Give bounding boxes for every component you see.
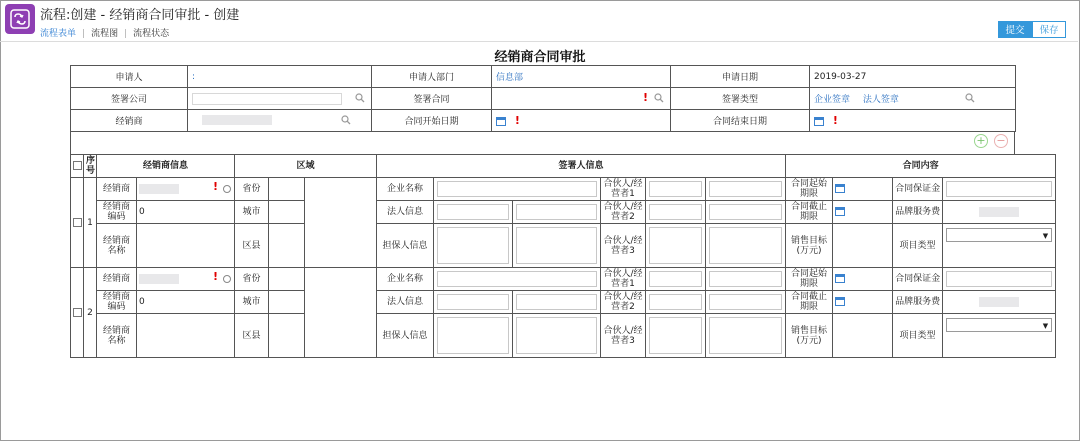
dept-label: 申请人部门 xyxy=(372,66,492,88)
calendar-icon[interactable] xyxy=(814,117,824,126)
deposit-label: 合同保证金 xyxy=(893,178,943,201)
form-title: 经销商合同审批 xyxy=(494,50,586,65)
tab-flowchart[interactable]: 流程图 xyxy=(91,29,119,39)
tab-status[interactable]: 流程状态 xyxy=(133,29,170,39)
partner1-input[interactable] xyxy=(646,178,706,201)
dealer-label: 经销商 xyxy=(97,268,137,291)
province-input[interactable] xyxy=(269,268,305,291)
required-icon: ! xyxy=(514,114,520,127)
partner1-label: 合伙人/经营者1 xyxy=(601,268,646,291)
partner2-input[interactable] xyxy=(646,201,706,224)
guarantor-label: 担保人信息 xyxy=(377,314,434,358)
main-info-table xyxy=(70,65,1016,132)
dealer-info-header: 经销商信息 xyxy=(97,155,235,178)
sign-type-label: 签署类型 xyxy=(671,88,810,110)
row-checkbox[interactable] xyxy=(73,218,82,227)
contract-end-label: 合同截止期限 xyxy=(786,201,833,224)
remove-row-icon[interactable]: − xyxy=(994,134,1008,148)
partner3-label: 合伙人/经营者3 xyxy=(601,224,646,268)
window-title: 流程:创建 - 经销商合同审批 - 创建 xyxy=(40,8,240,23)
city-input[interactable] xyxy=(269,291,305,314)
dealer-label: 经销商 xyxy=(71,110,188,132)
company-label: 签署公司 xyxy=(71,88,188,110)
search-icon[interactable] xyxy=(223,185,231,193)
city-input[interactable] xyxy=(269,201,305,224)
province-label: 省份 xyxy=(235,268,269,291)
tab-form[interactable]: 流程表单 xyxy=(40,29,77,39)
detail-toolbar xyxy=(70,131,1015,154)
required-icon: ! xyxy=(642,91,648,104)
required-icon: ! xyxy=(212,270,219,283)
project-type-select[interactable] xyxy=(943,224,1056,268)
sign-type-field[interactable] xyxy=(810,88,1016,110)
submit-button[interactable]: 提交 xyxy=(998,21,1032,38)
search-icon[interactable] xyxy=(341,115,351,125)
dealer-code-input[interactable]: 0 xyxy=(137,291,235,314)
dealer-name-label: 经销商名称 xyxy=(97,224,137,268)
city-label: 城市 xyxy=(235,291,269,314)
region-header: 区域 xyxy=(235,155,377,178)
company-name-label: 企业名称 xyxy=(377,268,434,291)
partner3-input-2[interactable] xyxy=(706,314,786,358)
deposit-label: 合同保证金 xyxy=(893,268,943,291)
sales-target-label: 销售目标(万元) xyxy=(786,224,833,268)
project-type-select[interactable] xyxy=(943,314,1056,358)
detail-table xyxy=(70,154,1056,358)
partner2-label: 合伙人/经营者2 xyxy=(601,201,646,224)
guarantor-input[interactable] xyxy=(434,314,513,358)
deposit-input[interactable] xyxy=(943,178,1056,201)
county-input[interactable] xyxy=(269,314,305,358)
brand-fee-label: 品牌服务费 xyxy=(893,201,943,224)
dropdown-arrow-icon[interactable]: ▼ xyxy=(1042,322,1049,330)
company-field[interactable] xyxy=(188,88,372,110)
contract-start-label: 合同起始期限 xyxy=(786,178,833,201)
dealer-label: 经销商 xyxy=(97,178,137,201)
applicant-label: 申请人 xyxy=(71,66,188,88)
required-icon: ! xyxy=(212,180,219,193)
row-checkbox[interactable] xyxy=(73,308,82,317)
legal-info-input-2[interactable] xyxy=(513,291,601,314)
dealer-code-input[interactable]: 0 xyxy=(137,201,235,224)
dealer-input[interactable] xyxy=(137,268,235,291)
app-logo xyxy=(5,4,35,34)
contract-content-header: 合同内容 xyxy=(786,155,1056,178)
end-date-label: 合同结束日期 xyxy=(671,110,810,132)
region-extra-cell xyxy=(305,178,377,268)
guarantor-input-2[interactable] xyxy=(513,224,601,268)
company-name-label: 企业名称 xyxy=(377,178,434,201)
region-extra-cell xyxy=(305,268,377,358)
sub-navigation: 流程表单 | 流程图 | 流程状态 xyxy=(40,29,170,39)
row-checkbox-cell[interactable] xyxy=(71,178,84,268)
company-name-input[interactable] xyxy=(434,268,601,291)
end-date-field[interactable] xyxy=(810,110,1016,132)
dealer-input[interactable] xyxy=(137,178,235,201)
contract-start-input[interactable] xyxy=(833,178,893,201)
city-label: 城市 xyxy=(235,201,269,224)
search-icon[interactable] xyxy=(223,275,231,283)
project-type-label: 项目类型 xyxy=(893,314,943,358)
county-label: 区县 xyxy=(235,314,269,358)
calendar-icon[interactable] xyxy=(835,184,845,193)
legal-info-input-2[interactable] xyxy=(513,201,601,224)
applicant-field[interactable]: : xyxy=(188,66,372,88)
deposit-input[interactable] xyxy=(943,268,1056,291)
partner2-input[interactable] xyxy=(646,291,706,314)
partner1-input-2[interactable] xyxy=(706,268,786,291)
legal-info-input[interactable] xyxy=(434,201,513,224)
partner1-input[interactable] xyxy=(646,268,706,291)
partner1-input-2[interactable] xyxy=(706,178,786,201)
start-date-label: 合同开始日期 xyxy=(372,110,492,132)
select-all-checkbox[interactable] xyxy=(73,161,82,170)
save-button[interactable]: 保存 xyxy=(1032,21,1066,38)
county-input[interactable] xyxy=(269,224,305,268)
guarantor-input-2[interactable] xyxy=(513,314,601,358)
workflow-icon xyxy=(10,9,30,29)
date-label: 申请日期 xyxy=(671,66,810,88)
dealer-name-input[interactable] xyxy=(137,314,235,358)
dept-field[interactable] xyxy=(492,66,671,88)
project-type-label: 项目类型 xyxy=(893,224,943,268)
legal-info-input[interactable] xyxy=(434,291,513,314)
company-name-input[interactable] xyxy=(434,178,601,201)
partner2-input-2[interactable] xyxy=(706,201,786,224)
search-icon[interactable] xyxy=(355,93,365,103)
required-icon: ! xyxy=(832,114,838,127)
partner2-input-2[interactable] xyxy=(706,291,786,314)
partner2-label: 合伙人/经营者2 xyxy=(601,291,646,314)
sign-type-option-enterprise[interactable]: 企业签章 xyxy=(814,95,851,105)
contract-field[interactable] xyxy=(492,88,671,110)
brand-fee-label: 品牌服务费 xyxy=(893,291,943,314)
sales-target-input[interactable] xyxy=(833,224,893,268)
contract-start-input[interactable] xyxy=(833,268,893,291)
legal-info-label: 法人信息 xyxy=(377,291,434,314)
dealer-code-label: 经销商编码 xyxy=(97,201,137,224)
legal-info-label: 法人信息 xyxy=(377,201,434,224)
calendar-icon[interactable] xyxy=(835,207,845,216)
contract-label: 签署合同 xyxy=(372,88,492,110)
add-row-icon[interactable]: + xyxy=(974,134,988,148)
province-label: 省份 xyxy=(235,178,269,201)
row-seq: 1 xyxy=(84,178,97,268)
sign-type-option-legal[interactable]: 法人签章 xyxy=(862,95,899,105)
dropdown-arrow-icon[interactable]: ▼ xyxy=(1042,232,1049,240)
seq-header: 序号 xyxy=(84,155,97,178)
brand-fee-input[interactable] xyxy=(943,201,1056,224)
guarantor-input[interactable] xyxy=(434,224,513,268)
select-all-cell[interactable] xyxy=(71,155,84,178)
calendar-icon[interactable] xyxy=(835,274,845,283)
top-bar xyxy=(0,0,1078,42)
contract-start-label: 合同起始期限 xyxy=(786,268,833,291)
brand-fee-input[interactable] xyxy=(943,291,1056,314)
contract-end-input[interactable] xyxy=(833,201,893,224)
partner3-input[interactable] xyxy=(646,224,706,268)
dept-value: 信息部 xyxy=(496,73,524,83)
partner3-input-2[interactable] xyxy=(706,224,786,268)
contract-end-label: 合同截止期限 xyxy=(786,291,833,314)
province-input[interactable] xyxy=(269,178,305,201)
search-icon[interactable] xyxy=(654,93,664,103)
dealer-code-label: 经销商编码 xyxy=(97,291,137,314)
contract-end-input[interactable] xyxy=(833,291,893,314)
signer-info-header: 签署人信息 xyxy=(377,155,786,178)
partner3-input[interactable] xyxy=(646,314,706,358)
date-field[interactable] xyxy=(810,66,1016,88)
date-value: 2019-03-27 xyxy=(814,71,867,82)
row-checkbox-cell[interactable] xyxy=(71,268,84,358)
partner3-label: 合伙人/经营者3 xyxy=(601,314,646,358)
sales-target-label: 销售目标(万元) xyxy=(786,314,833,358)
county-label: 区县 xyxy=(235,224,269,268)
partner1-label: 合伙人/经营者1 xyxy=(601,178,646,201)
guarantor-label: 担保人信息 xyxy=(377,224,434,268)
dealer-field[interactable] xyxy=(188,110,372,132)
calendar-icon[interactable] xyxy=(496,117,506,126)
start-date-field[interactable] xyxy=(492,110,671,132)
dealer-name-label: 经销商名称 xyxy=(97,314,137,358)
calendar-icon[interactable] xyxy=(835,297,845,306)
row-seq: 2 xyxy=(84,268,97,358)
search-icon[interactable] xyxy=(965,93,975,103)
sales-target-input[interactable] xyxy=(833,314,893,358)
dealer-name-input[interactable] xyxy=(137,224,235,268)
